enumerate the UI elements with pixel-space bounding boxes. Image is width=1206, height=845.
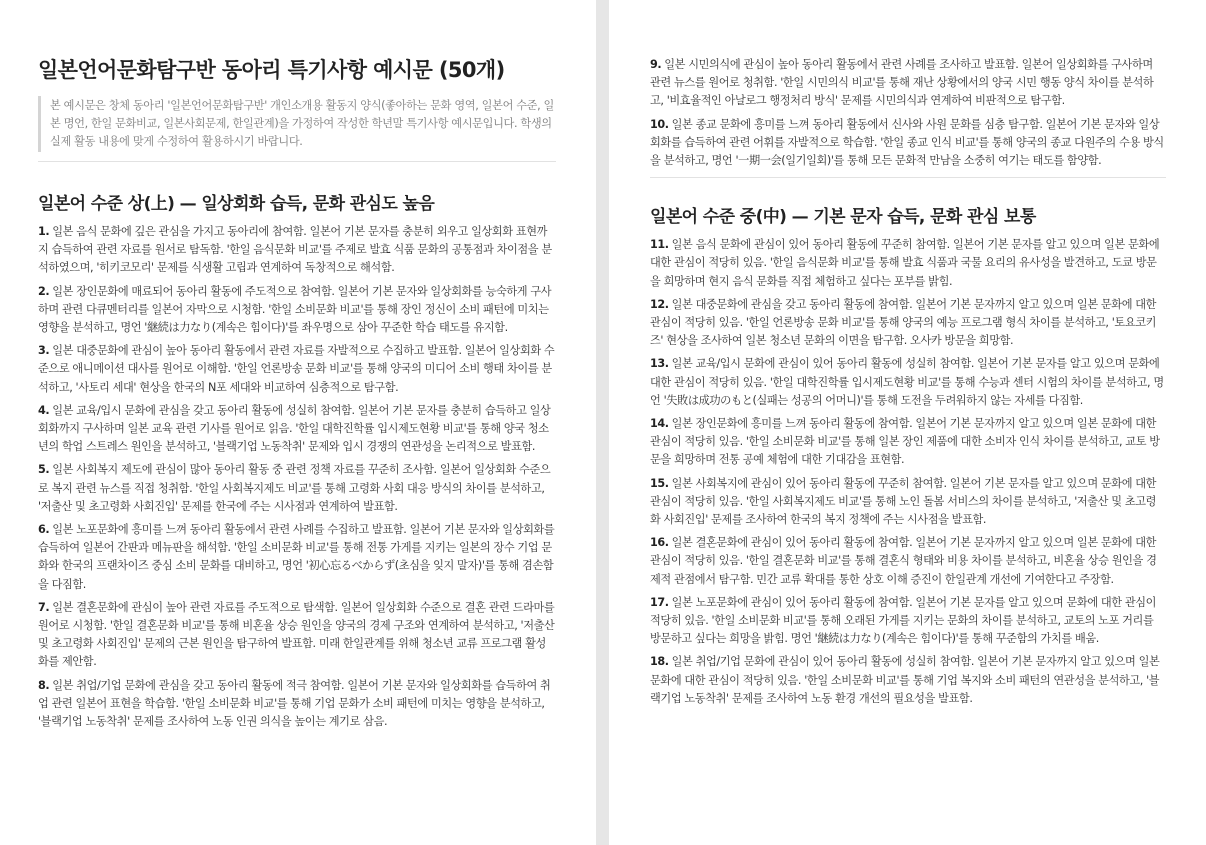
- item-number: 7.: [38, 600, 50, 614]
- item-text: 일본 대중문화에 관심을 갖고 동아리 활동에 참여함. 일본어 기본 문자까지 알고 있으며 일본 문화에 대한 관심이 적당히 있음. '한일 언론방송 문화 비교'를 통해 양국의 예능 프로그램 형식 차이를 분석하고, '토요코키즈' 현상을 조사하여 일본 청소년 문화의 이면을 탐구함. 오사카 방문을 희망함.: [650, 297, 1157, 348]
- example-item-8: [38, 677, 556, 732]
- example-item-6: [38, 521, 556, 594]
- item-text: 일본 결혼문화에 관심이 있어 동아리 활동에 참여함. 일본어 기본 문자까지 알고 있으며 일본 문화에 대한 관심이 적당히 있음. '한일 결혼문화 비교'를 통해 결혼식 형태와 비용 차이를 분석하고, 비혼율 상승 원인을 경제적 관점에서 탐구함. 민간 교류 확대를 통한 상호 이해 증진이 한일관계 개선에 기여한다고 주장함.: [650, 536, 1157, 586]
- item-number: 6.: [38, 523, 50, 537]
- item-number: 12.: [650, 297, 669, 311]
- item-number: 18.: [650, 655, 669, 669]
- example-item-5: [38, 461, 556, 516]
- item-number: 13.: [650, 357, 669, 371]
- item-text: 일본 종교 문화에 흥미를 느껴 동아리 활동에서 신사와 사원 문화를 심층 탐구함. 일본어 기본 문자와 일상회화를 습득하여 관련 어휘를 자발적으로 학습함. '한일 종교 인식 비교'를 통해 양국의 종교 다원주의 수용 방식을 분석하고, 명언 '一期一会(일기일회)'를 통해 모든 문화적 만남을 소중히 여기는 태도를 함양함.: [650, 117, 1164, 168]
- example-item-3: [38, 342, 556, 397]
- item-number: 8.: [38, 678, 50, 692]
- item-number: 5.: [38, 463, 50, 477]
- example-item-9: [650, 56, 1166, 111]
- example-item-14: [650, 415, 1166, 470]
- item-text: 일본 장인문화에 흥미를 느껴 동아리 활동에 참여함. 일본어 기본 문자까지 알고 있으며 일본 문화에 대한 관심이 적당히 있음. '한일 소비문화 비교'를 통해 일본 장인 제품에 대한 소비자 인식 차이를 분석하고, 교토 방문을 희망하며 전통 공예 체험에 대한 기대감을 표현함.: [650, 417, 1160, 467]
- example-item-12: [650, 296, 1166, 351]
- example-item-11: [650, 236, 1166, 291]
- example-item-13: [650, 355, 1166, 410]
- item-text: 일본 장인문화에 매료되어 동아리 활동에 주도적으로 참여함. 일본어 기본 문자와 일상회화를 능숙하게 구사하며 관련 다큐멘터리를 일본어 자막으로 시청함. '한일 소비문화 비교'를 통해 장인 정신이 소비 패턴에 미치는 영향을 분석하고, 명언 '継続は力なり(계속은 힘이다)'를 좌우명으로 삼아 꾸준한 학습 태도를 유지함.: [38, 284, 552, 335]
- section-title: 일본어 수준 상(上) — 일상회화 습득, 문화 관심도 높음: [38, 194, 435, 214]
- item-text: 일본 사회복지 제도에 관심이 많아 동아리 활동 중 관련 정책 자료를 꾸준히 조사함. 일본어 일상회화 수준으로 복지 관련 뉴스를 직접 청취함. '한일 사회복지제도 비교'를 통해 고령화 사회 대응 방식의 차이를 분석하고, '저출산 및 초고령화 사회진입' 문제를 한국에 주는 시사점과 연계하여 발표함.: [38, 463, 551, 513]
- example-item-7: [38, 599, 556, 672]
- document-page-right: [609, 0, 1206, 845]
- divider: [650, 177, 1166, 178]
- item-text: 일본 교육/입시 문화에 관심이 있어 동아리 활동에 성실히 참여함. 일본어 기본 문자를 알고 있으며 문화에 대한 관심이 적당히 있음. '한일 대학진학률 입시제도현황 비교'를 통해 수능과 센터 시험의 차이를 분석하고, 명언 '失敗は成功のもと(실패는 성공의 어머니)'를 통해 도전을 두려워하지 않는 자세를 다짐함.: [650, 357, 1164, 407]
- item-number: 16.: [650, 536, 669, 550]
- item-text: 일본 노포문화에 관심이 있어 동아리 활동에 참여함. 일본어 기본 문자를 알고 있으며 문화에 대한 관심이 적당히 있음. '한일 소비문화 비교'를 통해 오래된 가게를 지키는 문화의 차이를 분석하고, 교토의 노포 거리를 방문하고 싶다는 희망을 밝힘. 명언 '継続は力なり(계속은 힘이다)'를 통해 꾸준함의 가치를 배움.: [650, 595, 1157, 646]
- item-number: 11.: [650, 238, 669, 252]
- item-text: 일본 교육/입시 문화에 관심을 갖고 동아리 활동에 성실히 참여함. 일본어 기본 문자를 충분히 습득하고 일상회화까지 구사하며 일본 교육 관련 기사를 원어로 읽음. '한일 대학진학률 입시제도현황 비교'를 통해 양국 청소년의 학업 스트레스 원인을 분석하고, '블랙기업 노동착취' 문제와 입시 경쟁의 연관성을 논리적으로 발표함.: [38, 403, 551, 454]
- item-number: 9.: [650, 58, 662, 71]
- item-text: 일본 음식 문화에 깊은 관심을 가지고 동아리에 참여함. 일본어 기본 문자를 충분히 외우고 일상회화 표현까지 습득하여 관련 자료를 원서로 탐독함. '한일 음식문화 비교'를 주제로 발효 식품 문화의 공통점과 차이점을 분석하였으며, '히키코모리' 문제를 식생활 고립과 연계하여 독창적으로 해석함.: [38, 225, 552, 275]
- item-text: 일본 사회복지에 관심이 있어 동아리 활동에 꾸준히 참여함. 일본어 기본 문자를 알고 있으며 문화에 대한 관심이 적당히 있음. '한일 사회복지제도 비교'를 통해 노인 돌봄 서비스의 차이를 분석하고, '저출산 및 초고령화 사회진입' 문제를 조사하여 한국의 복지 정책에 주는 시사점을 발표함.: [650, 476, 1157, 527]
- item-number: 10.: [650, 117, 669, 131]
- item-number: 2.: [38, 284, 50, 298]
- item-number: 4.: [38, 403, 50, 417]
- item-text: 일본 취업/기업 문화에 관심을 갖고 동아리 활동에 적극 참여함. 일본어 기본 문자와 일상회화를 습득하여 취업 관련 일본어 표현을 학습함. '한일 소비문화 비교'를 통해 기업 문화가 소비 패턴에 미치는 영향을 분석하고, '블랙기업 노동착취' 문제를 조사하여 노동 인권 의식을 높이는 계기로 삼음.: [38, 678, 551, 729]
- example-item-18: [650, 653, 1166, 708]
- item-number: 17.: [650, 595, 669, 609]
- example-item-15: [650, 475, 1166, 530]
- item-text: 일본 취업/기업 문화에 관심이 있어 동아리 활동에 성실히 참여함. 일본어 기본 문자까지 알고 있으며 일본 문화에 대한 관심이 적당히 있음. '한일 소비문화 비교'를 통해 기업 복지와 소비 패턴의 연관성을 분석하고, '블랙기업 노동착취' 문제를 조사하여 노동 환경 개선의 필요성을 발표함.: [650, 655, 1160, 705]
- divider: [38, 161, 556, 162]
- example-item-10: [650, 116, 1166, 171]
- example-item-2: [38, 283, 556, 338]
- document-title: 일본언어문화탐구반 동아리 특기사항 예시문 (50개): [38, 58, 505, 82]
- item-number: 1.: [38, 225, 50, 238]
- example-item-4: [38, 402, 556, 457]
- item-text: 일본 시민의식에 관심이 높아 동아리 활동에서 관련 사례를 조사하고 발표함. 일본어 일상회화를 구사하며 관련 뉴스를 원어로 청취함. '한일 시민의식 비교'를 통해 재난 상황에서의 양국 시민 행동 양식 차이를 분석하고, '비효율적인 아날로그 행정처리 방식' 문제를 시민의식과 연계하여 비판적으로 탐구함.: [650, 58, 1154, 108]
- example-item-17: [650, 594, 1166, 649]
- item-text: 일본 노포문화에 흥미를 느껴 동아리 활동에서 관련 사례를 수집하고 발표함. 일본어 기본 문자와 일상회화를 습득하여 일본어 간판과 메뉴판을 해석함. '한일 소비문화 비교'를 통해 전통 가게를 지키는 일본의 장수 기업 문화와 한국의 프랜차이즈 중심 소비 문화를 대비하고, 명언 '初心忘るべからず(초심을 잊지 말자)'를 통해 겸손함을 다짐함.: [38, 523, 555, 591]
- item-text: 일본 대중문화에 관심이 높아 동아리 활동에서 관련 자료를 자발적으로 수집하고 발표함. 일본어 일상회화 수준으로 애니메이션 대사를 원어로 이해함. '한일 언론방송 문화 비교'를 통해 양국의 미디어 소비 행태 차이를 분석하고, '사토리 세대' 현상을 한국의 N포 세대와 비교하여 심층적으로 탐구함.: [38, 344, 555, 394]
- item-number: 3.: [38, 344, 50, 358]
- example-item-1: [38, 223, 556, 278]
- intro-blockquote: 본 예시문은 창체 동아리 '일본언어문화탐구반' 개인소개용 활동지 양식(좋아하는 문화 영역, 일본어 수준, 일본 명언, 한일 문화비교, 일본사회문제, 한일관계)을 가정하여 작성한 학년말 특기사항 예시문입니다. 학생의 실제 활동 내용에 맞게 수정하여 활용하시기 바랍니다.: [38, 96, 556, 152]
- item-text: 일본 결혼문화에 관심이 높아 관련 자료를 주도적으로 탐색함. 일본어 일상회화 수준으로 결혼 관련 드라마를 원어로 시청함. '한일 결혼문화 비교'를 통해 비혼율 상승 원인을 양국의 경제 구조와 연계하여 분석하고, '저출산 및 초고령화 사회진입' 문제의 근본 원인을 탐구하여 발표함. 미래 한일관계를 위해 청소년 교류 프로그램 활성화를 제안함.: [38, 600, 555, 669]
- document-page-left: [0, 0, 596, 845]
- section-title: 일본어 수준 중(中) — 기본 문자 습득, 문화 관심 보통: [650, 207, 1036, 228]
- example-item-16: [650, 534, 1166, 589]
- item-text: 일본 음식 문화에 관심이 있어 동아리 활동에 꾸준히 참여함. 일본어 기본 문자를 알고 있으며 일본 문화에 대한 관심이 적당히 있음. '한일 음식문화 비교'를 통해 발효 식품과 국물 요리의 유사성을 발견하고, 도쿄 방문을 희망하며 현지 음식 문화를 직접 체험하고 싶다는 포부를 밝힘.: [650, 238, 1160, 288]
- item-number: 14.: [650, 417, 669, 431]
- item-number: 15.: [650, 476, 669, 490]
